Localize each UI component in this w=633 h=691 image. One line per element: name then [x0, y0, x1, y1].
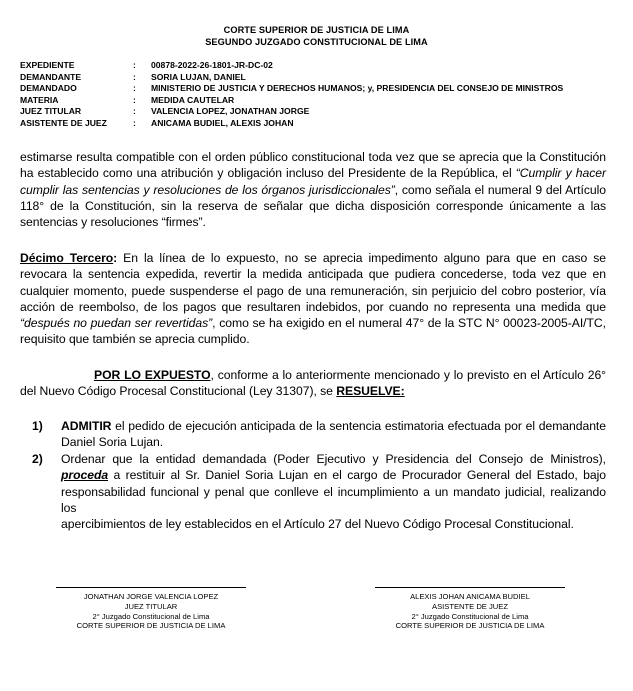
- signature-court: 2° Juzgado Constitucional de Lima: [411, 611, 529, 621]
- meta-value: SORIA LUJAN, DANIEL: [151, 71, 246, 82]
- meta-row-demandado: [20, 83, 563, 95]
- juzgado-title: SEGUNDO JUZGADO CONSTITUCIONAL DE LIMA: [205, 37, 428, 47]
- item-number: 2): [32, 452, 43, 466]
- meta-value: MEDIDA CAUTELAR: [151, 94, 235, 105]
- text-span: cualquier momento, puede suspenderse el pago de una remuneración, sin perjuicio del cobro posterior, vía: [20, 283, 606, 298]
- text-span: a restituir al Sr. Daniel Soria Lujan en el cargo de Procurador General del Estado, bajo: [108, 468, 606, 483]
- text-line: [20, 315, 606, 331]
- por-lo-expuesto-heading: POR LO EXPUESTO: [94, 368, 211, 382]
- admitir-label: ADMITIR: [61, 419, 112, 433]
- meta-value: ANICAMA BUDIEL, ALEXIS JOHAN: [151, 117, 294, 128]
- text-span: estimarse resulta compatible con el orden público constitucional toda vez que se aprecia que la Constitución: [20, 150, 606, 164]
- item-number: 1): [32, 419, 43, 433]
- text-span: , como se ha exigido en el numeral 47° de la STC N° 00023-2005-AI/TC,: [212, 316, 606, 331]
- signature-name: JONATHAN JORGE VALENCIA LOPEZ: [83, 592, 219, 601]
- text-line: [20, 182, 606, 198]
- text-span: revocara la sentencia expedida, revertir la medida anticipada que pudiera concederse, toda vez que en: [20, 267, 606, 282]
- text-line: [61, 418, 606, 434]
- text-line: [20, 383, 606, 399]
- text-span: Ordenar que la entidad demandada (Poder Ejecutivo y Presidencia del Consejo de Ministros),: [61, 452, 606, 466]
- section-heading: Décimo Tercero: [20, 251, 114, 265]
- resuelve-heading: RESUELVE:: [336, 384, 405, 399]
- text-line: [20, 331, 606, 347]
- meta-row-expediente: [20, 60, 563, 72]
- text-line: [61, 516, 606, 532]
- text-span: En la línea de lo expuesto, no se aprecia impedimento alguno para que en caso se: [117, 251, 607, 265]
- meta-key: EXPEDIENTE: [20, 60, 75, 70]
- meta-value: VALENCIA LOPEZ, JONATHAN JORGE: [151, 106, 310, 117]
- text-span: apercibimientos de ley establecidos en el Artículo 27 del Nuevo Código Procesal Constitucional.: [61, 517, 574, 532]
- text-span: Daniel Soria Lujan.: [61, 435, 164, 450]
- text-line: [20, 266, 606, 282]
- meta-colon: :: [133, 106, 136, 117]
- proceda-label: proceda: [61, 468, 109, 483]
- signature-block-asistente: [375, 587, 565, 631]
- signature-line: [375, 587, 565, 588]
- case-metadata: [20, 60, 563, 130]
- signature-block-juez: [56, 587, 246, 631]
- text-span: , como señala el numeral 9 del Artículo: [394, 182, 606, 197]
- paragraph-por-lo-expuesto: [20, 367, 606, 400]
- text-span: requisito que también se aprecia cumplido.: [20, 332, 250, 347]
- meta-row-asistente: [20, 118, 563, 130]
- quote-span: “Cumplir y hacer: [515, 166, 606, 181]
- text-line: [61, 484, 606, 517]
- signature-name: ALEXIS JOHAN ANICAMA BUDIEL: [410, 592, 530, 601]
- text-line: [20, 214, 606, 230]
- text-line: [20, 283, 606, 299]
- text-line: [20, 198, 606, 214]
- meta-value: MINISTERIO DE JUSTICIA Y DERECHOS HUMANOS; y, PRESIDENCIA DEL CONSEJO DE MINISTROS: [151, 83, 564, 94]
- text-line: [20, 165, 606, 181]
- text-span: del Nuevo Código Procesal Constitucional (Ley 31307), se: [20, 384, 337, 399]
- signature-role: ASISTENTE DE JUEZ: [432, 601, 508, 611]
- meta-row-materia: [20, 95, 563, 107]
- meta-row-juez: [20, 106, 563, 118]
- text-line: [61, 467, 606, 483]
- paragraph-decimo-tercero: [20, 250, 606, 348]
- meta-colon: :: [133, 94, 136, 105]
- text-line: [20, 250, 606, 266]
- court-title: CORTE SUPERIOR DE JUSTICIA DE LIMA: [223, 25, 410, 35]
- meta-colon: :: [133, 71, 136, 82]
- text-line: [61, 434, 606, 450]
- meta-key: JUEZ TITULAR: [20, 106, 82, 117]
- resolution-item-2: [61, 451, 606, 532]
- text-span: responsabilidad funcional y penal que conlleve el incumplimiento a un mandato judicial, realizando los: [61, 484, 606, 515]
- text-span: ha establecido como una atribución y obligación incluso del Presidente de la República, el: [20, 166, 516, 181]
- text-span: 118° de la Constitución, sin la reserva de señalar que dicha disposición corresponde únicamente a las: [20, 198, 606, 213]
- text-span: sentencias y resoluciones “firmes”.: [20, 215, 206, 230]
- text-line: [20, 299, 606, 315]
- text-span: acción de reembolso, de los pagos que resultaren indebidos, por cuando no representa una medida que: [20, 299, 606, 314]
- paragraph-continuation: [20, 149, 606, 230]
- meta-colon: :: [133, 60, 136, 70]
- meta-value: 00878-2022-26-1801-JR-DC-02: [151, 60, 273, 70]
- meta-colon: :: [133, 83, 136, 94]
- quote-span: cumplir las sentencias y resoluciones de los órganos jurisdiccionales”: [20, 182, 395, 197]
- signature-role: JUEZ TITULAR: [124, 601, 178, 611]
- resolution-item-1: [61, 418, 606, 451]
- text-span: el pedido de ejecución anticipada de la sentencia estimatoria efectuada por el demandante: [111, 419, 606, 433]
- signature-line: [56, 587, 246, 588]
- text-span: , conforme a lo anteriormente mencionado y lo previsto en el Artículo 26°: [210, 368, 607, 382]
- meta-key: ASISTENTE DE JUEZ: [20, 117, 107, 128]
- text-line: [61, 451, 606, 467]
- meta-colon: :: [133, 117, 136, 128]
- meta-key: MATERIA: [20, 94, 59, 105]
- meta-key: DEMANDANTE: [20, 71, 82, 82]
- signature-org: CORTE SUPERIOR DE JUSTICIA DE LIMA: [395, 621, 545, 631]
- meta-row-demandante: [20, 72, 563, 84]
- signature-court: 2° Juzgado Constitucional de Lima: [92, 611, 210, 621]
- meta-key: DEMANDADO: [20, 83, 77, 94]
- text-line: [20, 367, 606, 383]
- text-line: [20, 149, 606, 165]
- heading-colon: :: [113, 251, 118, 265]
- signature-org: CORTE SUPERIOR DE JUSTICIA DE LIMA: [76, 621, 226, 631]
- quote-span: “después no puedan ser revertidas”: [20, 316, 213, 331]
